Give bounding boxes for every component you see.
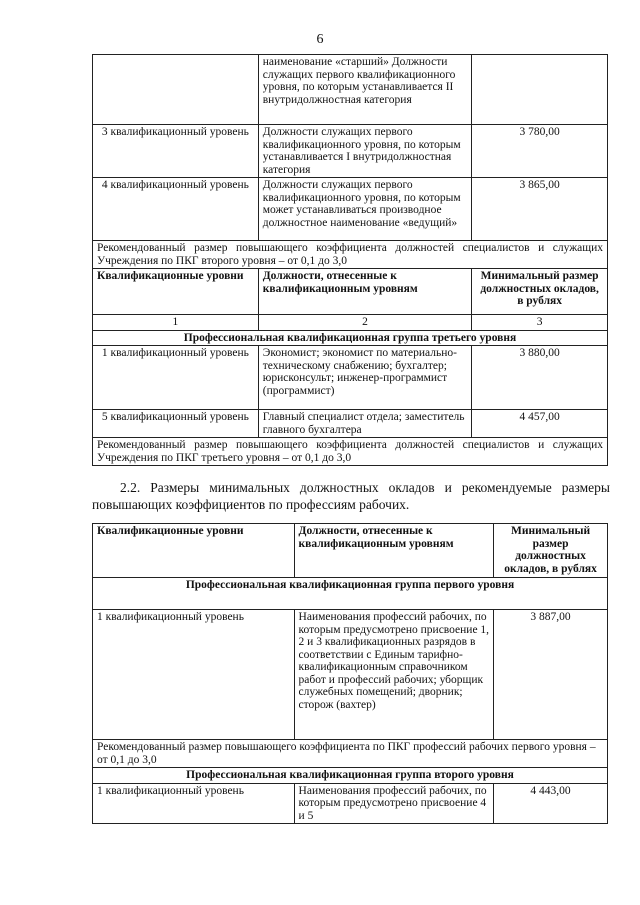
salary-table-specialists <box>92 54 608 466</box>
level-cell: 4 квалификационный уровень <box>93 178 259 241</box>
position-cell: Наименования профессий рабочих, по которым предусмотрено присвоение 4 и 5 <box>294 783 494 824</box>
header-salary: Минимальный размер должностных окладов, в рублях <box>472 269 608 315</box>
table-row <box>93 346 608 410</box>
page-number: 6 <box>316 32 324 47</box>
table-row <box>93 178 608 241</box>
header-positions: Должности, отнесенные к квалификационным уровням <box>294 524 494 578</box>
position-cell: Должности служащих первого квалификационного уровня, по которым может устанавливаться производное должностное наименование «ведущий» <box>258 178 472 241</box>
salary-cell: 4 443,00 <box>494 783 608 824</box>
coefficient-note: Рекомендованный размер повышающего коэффициента по ПКГ профессий рабочих первого уровня – от 0,1 до 3,0 <box>93 740 608 768</box>
group-title-row <box>93 578 608 610</box>
column-number: 3 <box>472 315 608 331</box>
salary-table-workers <box>92 523 608 824</box>
salary-cell: 3 780,00 <box>472 125 608 178</box>
salary-cell: 4 457,00 <box>472 410 608 438</box>
group-title-row <box>93 330 608 346</box>
position-cell: Главный специалист отдела; заместитель главного бухгалтера <box>258 410 472 438</box>
level-cell: 3 квалификационный уровень <box>93 125 259 178</box>
salary-cell: 3 880,00 <box>472 346 608 410</box>
level-cell: 1 квалификационный уровень <box>93 346 259 410</box>
position-cell: Наименования профессий рабочих, по которым предусмотрено присвоение 1, 2 и 3 квалификационных разрядов в соответствии с Единым тарифно-квалификационным справочником работ и профессий рабочих; уборщик служебных помещений; дворник; сторож (вахтер) <box>294 610 494 740</box>
column-number: 2 <box>258 315 472 331</box>
table-row <box>93 610 608 740</box>
table-row <box>93 55 608 125</box>
group-title-row <box>93 768 608 784</box>
level-cell: 5 квалификационный уровень <box>93 410 259 438</box>
position-cell: Экономист; экономист по материально-техническому снабжению; бухгалтер; юрисконсульт; инженер-программист (программист) <box>258 346 472 410</box>
table-row <box>93 783 608 824</box>
column-numbers-row <box>93 315 608 331</box>
group-title: Профессиональная квалификационная группа первого уровня <box>93 578 608 610</box>
header-levels: Квалификационные уровни <box>93 269 259 315</box>
table-header-row <box>93 269 608 315</box>
table-header-row <box>93 524 608 578</box>
position-cell: Должности служащих первого квалификационного уровня, по которым устанавливается I внутридолжностная категория <box>258 125 472 178</box>
column-number: 1 <box>93 315 259 331</box>
table-row <box>93 438 608 466</box>
header-salary: Минимальный размер должностных окладов, в рублях <box>494 524 608 578</box>
level-cell: 1 квалификационный уровень <box>93 783 295 824</box>
level-cell: 1 квалификационный уровень <box>93 610 295 740</box>
group-title: Профессиональная квалификационная группа второго уровня <box>93 768 608 784</box>
salary-cell: 3 887,00 <box>494 610 608 740</box>
table-row <box>93 410 608 438</box>
table-row <box>93 740 608 768</box>
coefficient-note: Рекомендованный размер повышающего коэффициента должностей специалистов и служащих Учреждения по ПКГ второго уровня – от 0,1 до 3,0 <box>93 241 608 269</box>
header-positions: Должности, отнесенные к квалификационным уровням <box>258 269 472 315</box>
table-row <box>93 125 608 178</box>
salary-cell: 3 865,00 <box>472 178 608 241</box>
section-paragraph: 2.2. Размеры минимальных должностных окладов и рекомендуемые размеры повышающих коэффициентов по профессиям рабочих. <box>92 480 610 512</box>
coefficient-note: Рекомендованный размер повышающего коэффициента должностей специалистов и служащих Учреждения по ПКГ третьего уровня – от 0,1 до 3,0 <box>93 438 608 466</box>
group-title: Профессиональная квалификационная группа третьего уровня <box>93 330 608 346</box>
position-cell: наименование «старший» Должности служащих первого квалификационного уровня, по которым устанавливается II внутридолжностная категория <box>258 55 472 125</box>
table-row <box>93 241 608 269</box>
header-levels: Квалификационные уровни <box>93 524 295 578</box>
